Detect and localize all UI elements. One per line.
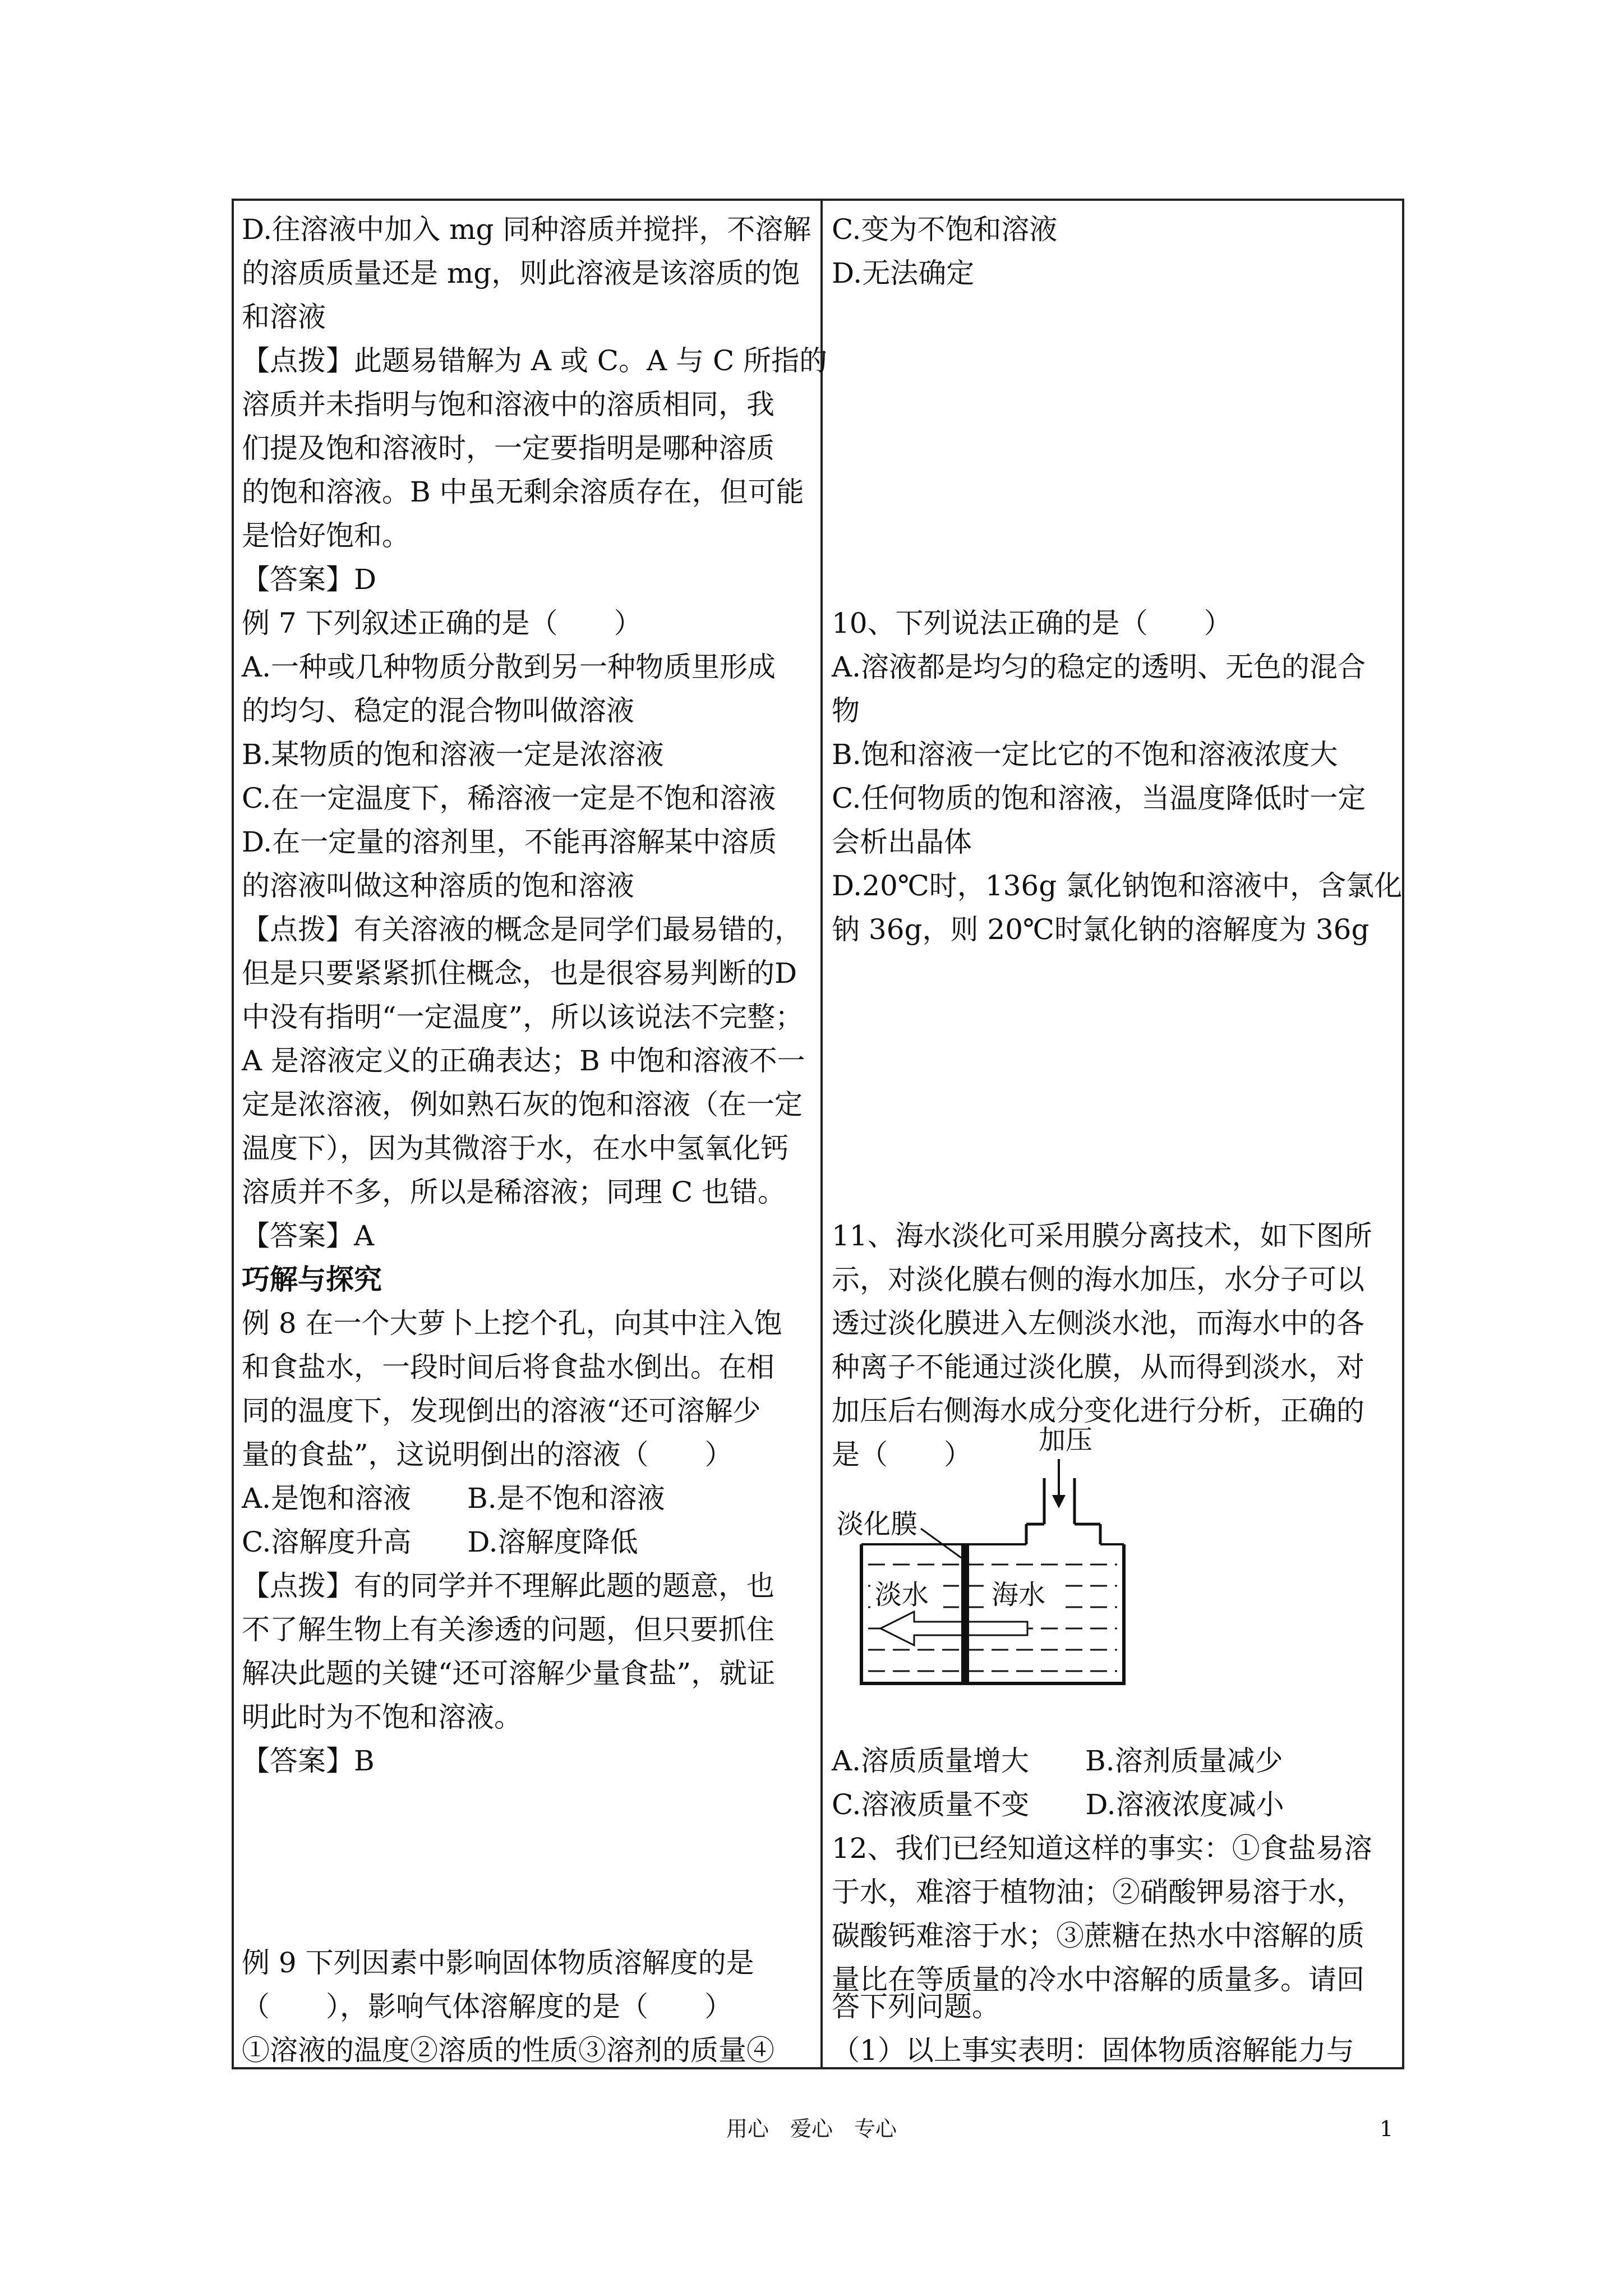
text-line: 碳酸钙难溶于水；③蔗糖在热水中溶解的质 bbox=[832, 1920, 1364, 1952]
text-line: 定是浓溶液，例如熟石灰的饱和溶液（在一定 bbox=[242, 1088, 803, 1121]
text-line: 同的温度下，发现倒出的溶液“还可溶解少 bbox=[242, 1395, 761, 1427]
text-line: 【点拨】有的同学并不理解此题的题意，也 bbox=[242, 1570, 774, 1602]
question-line: 11、海水淡化可采用膜分离技术，如下图所 bbox=[832, 1220, 1372, 1252]
text-line: 加压后右侧海水成分变化进行分析，正确的 bbox=[832, 1395, 1364, 1427]
question-line: 例 7 下列叙述正确的是（ ） bbox=[242, 607, 642, 639]
text-line: D.往溶液中加入 mg 同种溶质并搅拌，不溶解 bbox=[242, 213, 811, 246]
pressure-arrowhead bbox=[1052, 1495, 1066, 1508]
text-line: A.一种或几种物质分散到另一种物质里形成 bbox=[242, 651, 776, 683]
right-column bbox=[832, 201, 1407, 2067]
two-column-table bbox=[232, 199, 1404, 2069]
text-line: C.在一定温度下，稀溶液一定是不饱和溶液 bbox=[242, 782, 776, 815]
text-line: 透过淡化膜进入左侧淡水池，而海水中的各 bbox=[832, 1307, 1364, 1340]
text-line: 于水，难溶于植物油；②硝酸钾易溶于水， bbox=[832, 1876, 1364, 1908]
text-line: 溶质并不多，所以是稀溶液；同理 C 也错。 bbox=[242, 1176, 786, 1208]
page-number: 1 bbox=[1380, 2116, 1394, 2141]
text-line: 不了解生物上有关渗透的问题，但只要抓住 bbox=[242, 1613, 774, 1646]
text-line: A 是溶液定义的正确表达；B 中饱和溶液不一 bbox=[242, 1045, 805, 1077]
text-line: 物 bbox=[832, 694, 860, 727]
text-line: 答下列问题。 bbox=[832, 1990, 1000, 2023]
text-line: 【点拨】此题易错解为 A 或 C。A 与 C 所指的 bbox=[242, 344, 828, 377]
text-line: B.某物质的饱和溶液一定是浓溶液 bbox=[242, 738, 664, 771]
text-line: C.任何物质的饱和溶液，当温度降低时一定 bbox=[832, 782, 1366, 815]
text-line: 的均匀、稳定的混合物叫做溶液 bbox=[242, 694, 634, 727]
option-line: D.无法确定 bbox=[832, 257, 975, 289]
column-divider bbox=[820, 201, 823, 2067]
option-line: A.溶质质量增大 B.溶剂质量减少 bbox=[832, 1745, 1283, 1777]
option-line: C.溶液质量不变 D.溶液浓度减小 bbox=[832, 1788, 1284, 1821]
text-line: 们提及饱和溶液时，一定要指明是哪种溶质 bbox=[242, 432, 774, 464]
text-line: 明此时为不饱和溶液。 bbox=[242, 1701, 522, 1733]
answer-line: 【答案】D bbox=[242, 563, 377, 596]
text-line: 种离子不能通过淡化膜，从而得到淡水，对 bbox=[832, 1351, 1364, 1383]
text-line: 是恰好饱和。 bbox=[242, 519, 410, 552]
option-line: C.变为不饱和溶液 bbox=[832, 213, 1058, 246]
desalination-diagram bbox=[837, 1418, 1151, 1690]
pressure-label: 加压 bbox=[1039, 1424, 1093, 1456]
text-line: 溶质并未指明与饱和溶液中的溶质相同，我 bbox=[242, 388, 774, 421]
question-line: 10、下列说法正确的是（ ） bbox=[832, 607, 1232, 639]
text-line: 钠 36g，则 20℃时氯化钠的溶解度为 36g bbox=[832, 913, 1370, 946]
text-line: 和食盐水，一段时间后将食盐水倒出。在相 bbox=[242, 1351, 774, 1383]
question-line: 12、我们已经知道这样的事实：①食盐易溶 bbox=[832, 1832, 1372, 1865]
membrane-over-arrow bbox=[961, 1614, 969, 1643]
fresh-water-label: 淡水 bbox=[875, 1579, 929, 1611]
option-line: A.是饱和溶液 B.是不饱和溶液 bbox=[242, 1482, 665, 1515]
text-line: 量比在等质量的冷水中溶解的质量多。请回 bbox=[832, 1963, 1364, 1996]
text-line: 会析出晶体 bbox=[832, 826, 972, 858]
text-line: D.20℃时，136g 氯化钠饱和溶液中，含氯化 bbox=[832, 869, 1403, 902]
text-line: 【点拨】有关溶液的概念是同学们最易错的， bbox=[242, 913, 803, 946]
text-line: 是（ ） bbox=[832, 1438, 972, 1471]
option-line: C.溶解度升高 D.溶解度降低 bbox=[242, 1526, 638, 1558]
answer-line: 【答案】B bbox=[242, 1745, 375, 1777]
text-line: 量的食盐”，这说明倒出的溶液（ ） bbox=[242, 1438, 733, 1471]
left-column bbox=[242, 201, 828, 2067]
flow-arrow bbox=[880, 1612, 1027, 1645]
question-line: 例 9 下列因素中影响固体物质溶解度的是 bbox=[242, 1947, 754, 1979]
text-line: 但是只要紧紧抓住概念，也是很容易判断的D bbox=[242, 957, 797, 990]
text-line: ①溶液的温度②溶质的性质③溶剂的质量④ bbox=[242, 2034, 774, 2067]
membrane-label: 淡化膜 bbox=[837, 1508, 918, 1540]
text-line: A.溶液都是均匀的稳定的透明、无色的混合 bbox=[832, 651, 1366, 683]
footer-slogan: 用心 爱心 专心 bbox=[726, 2116, 897, 2141]
text-line: （ ），影响气体溶解度的是（ ） bbox=[242, 1990, 732, 2023]
section-heading: 巧解与探究 bbox=[242, 1263, 382, 1296]
answer-line: 【答案】A bbox=[242, 1220, 375, 1252]
question-line: 例 8 在一个大萝卜上挖个孔，向其中注入饱 bbox=[242, 1307, 782, 1340]
text-line: 的溶液叫做这种溶质的饱和溶液 bbox=[242, 869, 634, 902]
sea-water-label: 海水 bbox=[992, 1579, 1046, 1611]
text-line: 的饱和溶液。B 中虽无剩余溶质存在，但可能 bbox=[242, 476, 804, 508]
text-line: B.饱和溶液一定比它的不饱和溶液浓度大 bbox=[832, 738, 1338, 771]
text-line: 解决此题的关键“还可溶解少量食盐”，就证 bbox=[242, 1657, 776, 1690]
text-line: 示，对淡化膜右侧的海水加压，水分子可以 bbox=[832, 1263, 1364, 1296]
text-line: D.在一定量的溶剂里，不能再溶解某中溶质 bbox=[242, 826, 777, 858]
text-line: （1）以上事实表明：固体物质溶解能力与 bbox=[832, 2034, 1354, 2067]
text-line: 温度下），因为其微溶于水，在水中氢氧化钙 bbox=[242, 1132, 789, 1165]
text-line: 中没有指明“一定温度”，所以该说法不完整； bbox=[242, 1001, 804, 1033]
text-line: 的溶质质量还是 mg，则此溶液是该溶质的饱 bbox=[242, 257, 800, 289]
text-line: 和溶液 bbox=[242, 301, 326, 333]
